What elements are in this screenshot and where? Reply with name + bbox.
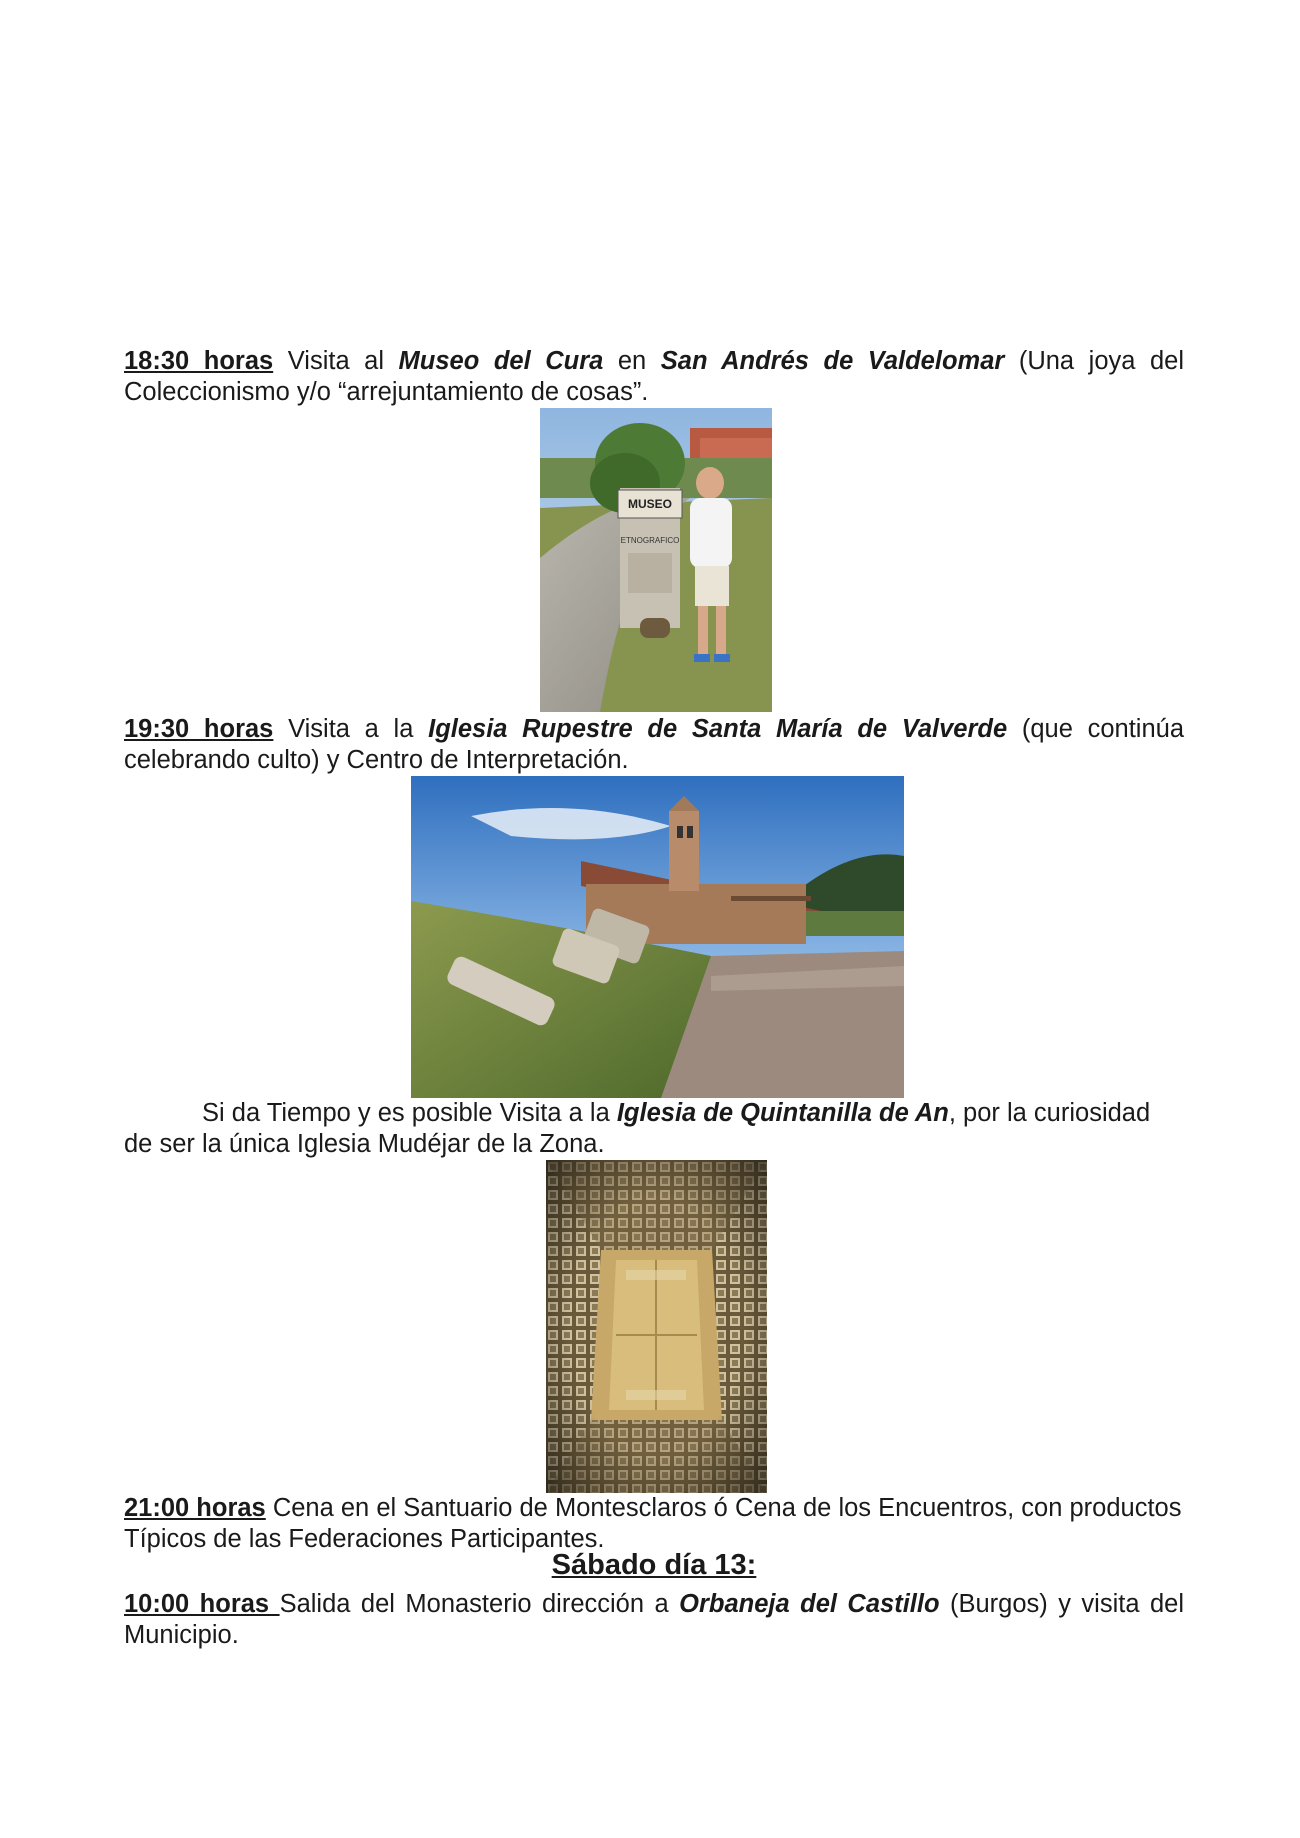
place-name: San Andrés de Valdelomar xyxy=(660,347,1005,375)
itinerary-item-quintanilla xyxy=(124,1098,1184,1160)
item-text: (que continúa celebrando culto) y Centro de Interpretación. xyxy=(124,715,1185,774)
time-label: 10:00 horas xyxy=(124,1590,280,1618)
time-label: 19:30 horas xyxy=(124,715,274,743)
item-text: Visita al xyxy=(273,347,399,375)
item-text: (Burgos) y visita del Municipio. xyxy=(124,1590,1185,1649)
place-name: Iglesia Rupestre de Santa María de Valverde xyxy=(428,715,1008,743)
time-label: 21:00 horas xyxy=(124,1494,266,1522)
itinerary-item-cena xyxy=(124,1493,1184,1555)
item-text: en xyxy=(603,347,661,375)
place-name: Iglesia de Quintanilla de An xyxy=(616,1099,949,1127)
itinerary-item-museo xyxy=(124,346,1184,408)
item-text: (Una joya del Coleccionismo y/o “arrejuntamiento de cosas”. xyxy=(124,347,1184,406)
item-text: Salida del Monasterio dirección a xyxy=(279,1590,680,1618)
itinerary-item-orbaneja xyxy=(124,1589,1184,1651)
museo-sign-text: MUSEO xyxy=(627,497,673,511)
museo-photo xyxy=(540,408,772,712)
day-heading: Sábado día 13: xyxy=(551,1549,757,1581)
item-text: Visita a la xyxy=(273,715,429,743)
item-text: Si da Tiempo y es posible Visita a la xyxy=(202,1099,617,1127)
iglesia-rupestre-photo xyxy=(411,776,904,1098)
item-text: Cena en el Santuario de Montesclaros ó Cena de los Encuentros, con productos Típicos de las Federaciones Participantes. xyxy=(124,1494,1182,1553)
place-name: Museo del Cura xyxy=(398,347,604,375)
item-text: , por la curiosidad de ser la única Iglesia Mudéjar de la Zona. xyxy=(124,1099,1151,1158)
museo-sign-subtext: ETNOGRAFICO xyxy=(620,536,680,545)
itinerary-item-iglesia-rupestre xyxy=(124,714,1184,776)
quintanilla-ceiling-photo xyxy=(546,1160,767,1493)
time-label: 18:30 horas xyxy=(124,347,274,375)
place-name: Orbaneja del Castillo xyxy=(679,1590,940,1618)
